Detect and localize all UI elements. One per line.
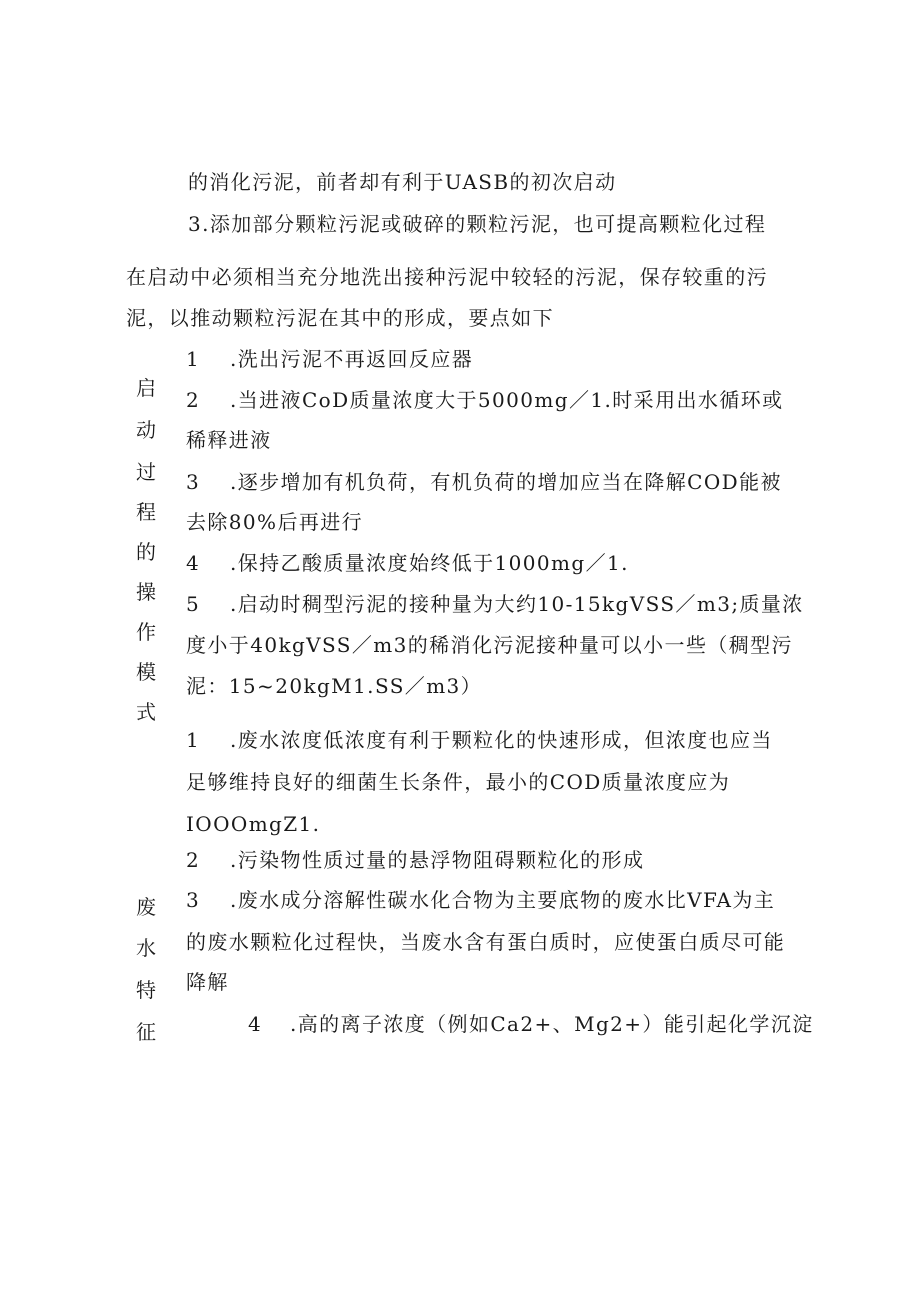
item-number: 4 xyxy=(186,551,199,575)
item-number: 4 xyxy=(248,1012,261,1036)
item-number: 5 xyxy=(186,592,199,616)
item-line: 降解 xyxy=(186,970,229,994)
text-line: 3.添加部分颗粒污泥或破碎的颗粒污泥，也可提高颗粒化过程 xyxy=(188,212,767,236)
paragraph-line: 在启动中必须相当充分地洗出接种污泥中较轻的污泥，保存较重的污 xyxy=(126,265,768,289)
section1-label-char: 动 xyxy=(136,418,156,442)
section1-label-char: 操 xyxy=(136,580,156,604)
item-line: .当进液CoD质量浓度大于5000mg／1.时采用出水循环或 xyxy=(230,388,784,412)
item-line: .废水成分溶解性碳水化合物为主要底物的废水比VFA为主 xyxy=(230,888,776,912)
section2-label-char: 废 xyxy=(136,895,156,919)
item-line: .启动时稠型污泥的接种量为大约10-15kgVSS／m3;质量浓 xyxy=(230,592,804,616)
item-line: 的废水颗粒化过程快，当废水含有蛋白质时，应使蛋白质尽可能 xyxy=(186,930,786,954)
item-line: .高的离子浓度（例如Ca2+、Mg2+）能引起化学沉淀 xyxy=(290,1012,814,1036)
section1-label-char: 模 xyxy=(136,660,156,684)
item-line: 稀释进液 xyxy=(186,428,272,452)
item-line: .保持乙酸质量浓度始终低于1000mg／1. xyxy=(230,551,629,575)
item-line: 足够维持良好的细菌生长条件，最小的COD质量浓度应为 xyxy=(186,770,731,794)
item-line: 泥：15~20kgM1.SS／m3） xyxy=(186,674,483,698)
paragraph-line: 泥，以推动颗粒污泥在其中的形成，要点如下 xyxy=(126,306,554,330)
section2-label-char: 特 xyxy=(136,978,156,1002)
item-line: 度小于40kgVSS／m3的稀消化污泥接种量可以小一些（稠型污 xyxy=(186,633,793,657)
section2-label-char: 水 xyxy=(136,936,156,960)
item-line: .污染物性质过量的悬浮物阻碍颗粒化的形成 xyxy=(230,848,645,872)
item-number: 1 xyxy=(186,728,199,752)
item-line: 去除80%后再进行 xyxy=(186,510,364,534)
item-number: 2 xyxy=(186,388,199,412)
item-number: 3 xyxy=(186,470,199,494)
section1-label-char: 启 xyxy=(136,376,156,400)
item-line: IOOOmgZ1. xyxy=(186,812,321,836)
item-number: 2 xyxy=(186,848,199,872)
section1-label-char: 式 xyxy=(136,700,156,724)
item-line: .废水浓度低浓度有利于颗粒化的快速形成，但浓度也应当 xyxy=(230,728,773,752)
item-line: .逐步增加有机负荷，有机负荷的增加应当在降解COD能被 xyxy=(230,470,782,494)
section1-label-char: 作 xyxy=(136,620,156,644)
section1-label-char: 过 xyxy=(136,460,156,484)
item-line: .洗出污泥不再返回反应器 xyxy=(230,347,474,371)
item-number: 3 xyxy=(186,888,199,912)
item-number: 1 xyxy=(186,347,199,371)
section1-label-char: 程 xyxy=(136,500,156,524)
section1-label-char: 的 xyxy=(136,540,156,564)
text-line: 的消化污泥，前者却有利于UASB的初次启动 xyxy=(188,170,617,194)
section2-label-char: 征 xyxy=(136,1020,156,1044)
